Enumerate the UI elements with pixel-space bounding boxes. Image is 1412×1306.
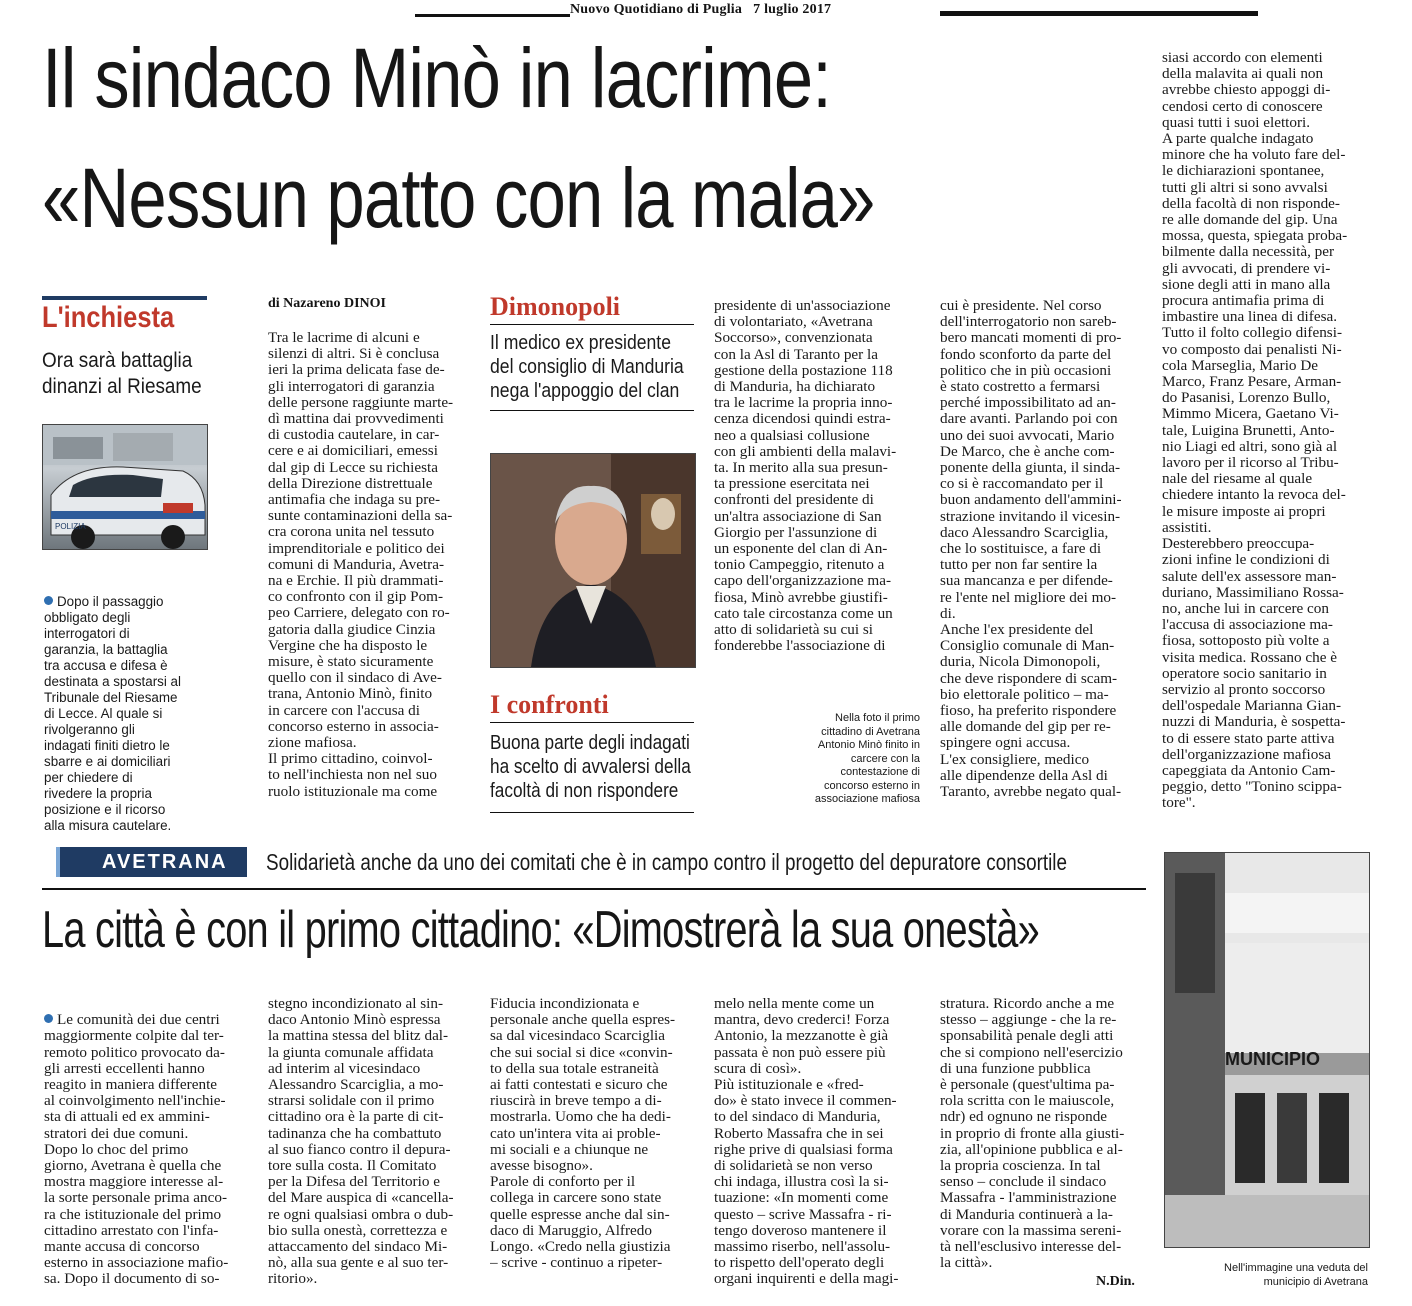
second-column-4: melo nella mente come un mantra, devo crederci! Forza Antonio, la mezzanotte è già passata è non può essere più scura di così». Più istituzionale e «fred- do» è stato invece il commen- to del sindaco di Manduria, Roberto Massafra che in sei righe prive di qualsiasi forma di solidarietà se non verso chi indaga, illustra così la si- tuazione: «In momenti come questo – scrive Massafra - ri- tengo doveroso mantenere il massimo riserbo, nell'assolu- to rispetto dell'operato degli organi inquirenti e della magi- (714, 996, 899, 1288)
confronti-rule-bottom (490, 812, 694, 813)
police-car-photo (42, 424, 208, 550)
town-tag-label: AVETRANA (102, 851, 228, 873)
second-subhead: Solidarietà anche da uno dei comitati che è in campo contro il progetto del depuratore consortile (266, 849, 1067, 875)
main-column-5: siasi accordo con elementi della malavita ai quali non avrebbe chiesto appoggi di- cendosi certo di conoscere quasi tutti i suoi elettori. A parte qualche indagato minore che ha voluto fare del- le dichiarazioni spontanee, tutti gli altri si sono avvalsi della facoltà di non risponde- re alle domande del gip. Una mossa, questa, spiegata proba- bilmente dalla necessità, per gli avvocati, di prendere vi- sione degli atti in mano alla procura antimafia prima di imbastire una linea di difesa. Tutto il folto collegio difensi- vo composto dai penalisti Ni- cola Marseglia, Mario De Marco, Franz Pesare, Arman- do Pasanisi, Lorenzo Bullo, Mimmo Micera, Gaetano Vi- tale, Luigina Brunetti, Anto- nio Liagi ed altri, sono già al lavoro per il ricorso al Tribu- nale del riesame al quale chiedere intanto la revoca del- le misure imposte ai propri assistiti. Desterebbero preoccupa- zioni infine le condizioni di salute dell'ex assessore man- duriano, Massimiliano Rossa- no, anche lui in carcere con l'accusa di associazione ma- fiosa, sottoposto più volte a visita medica. Rossano che è operatore socio sanitario in servizio al pronto soccorso dell'ospedale Marianna Gian- nuzzi di Manduria, è sospetta- to di essere stato parte attiva dell'organizzazione mafiosa capeggiata da Antonio Cam- peggio, detto "Tonino scippa- tore". (1162, 50, 1348, 812)
police-car-image (43, 425, 207, 549)
main-column-1: Tra le lacrime di alcuni e silenzi di altri. Si è conclusa ieri la prima delicata fase de- gli interrogatori di garanzia delle persone raggiunte marte- dì mattina dai provvedimenti di custodia cautelare, in car- cere e ai domiciliari, emessi dal gip di Lecce su richiesta della Direzione distrettuale antimafia che indaga su pre- sunte contaminazioni della sa- cra corona unita nel tessuto imprenditoriale e politico dei comuni di Manduria, Avetra- na e Erchie. Il più drammati- co confronto con il gip Pom- peo Carriere, delegato con ro- gatoria dalla giudice Cinzia Vergine che ha disposto le misure, è stato sicuramente quello con il sindaco di Ave- trana, Antonio Minò, finito in carcere con l'accusa di concorso esterno in associa- zione mafiosa. Il primo cittadino, coinvol- to nell'inchiesta non nel suo ruolo istituzionale ma come (268, 330, 454, 800)
signature: N.Din. (1096, 1274, 1135, 1289)
municipio-caption: Nell'immagine una veduta del municipio di Avetrana (1224, 1262, 1368, 1288)
second-column-2: stegno incondizionato al sin- daco Antonio Minò espressa la mattina stessa del blitz dal- la giunta comunale affidata ad interim al vicesindaco Alessandro Scarciglia, a mo- strarsi solidale con il primo cittadino ora è la parte di cit- tadinanza che ha combattuto al suo fianco contro il depura- tore sulla costa. Il Comitato per la Difesa del Territorio e del Mare auspica di «cancella- re ogni qualsiasi ombra o dub- bio sulla onestà, correttezza e attaccamento del sindaco Mi- nò, alla sua gente e al suo ter- ritorio». (268, 996, 454, 1288)
section-label: L'inchiesta (42, 301, 175, 334)
main-headline-line1: Il sindaco Minò in lacrime: (42, 31, 832, 125)
main-column-4: cui è presidente. Nel corso dell'interrogatorio non sareb- bero mancati momenti di pro- fondo sconforto da parte del politico che in più occasioni è stato costretto a fermarsi perché impossibilitato ad an- dare avanti. Parlando poi con uno dei suoi avvocati, Mario De Marco, che è anche com- ponente della giunta, il sinda- co si è raccomandato per il buon andamento dell'ammini- strazione invitando il vicesin- daco Alessandro Scarciglia, che lo sostituisce, a fare di tutto per non far sentire la sua mancanza e per difende- re l'ente nel migliore dei mo- di. Anche l'ex presidente del Consiglio comunale di Man- duria, Nicola Dimonopoli, che deve rispondere di scam- bio elettorale politico – ma- fioso, ha preferito rispondere alle domande del gip per re- spingere ogni accusa. L'ex consigliere, medico alle dipendenze della Asl di Taranto, avrebbe negato qual- (940, 298, 1122, 801)
municipio-sign: MUNICIPIO (1225, 1049, 1321, 1069)
section-deck: Ora sarà battaglia dinanzi al Riesame (42, 349, 202, 398)
confronti-deck: Buona parte degli indagati ha scelto di avvalersi della facoltà di non rispondere (490, 732, 691, 802)
second-column-1 (44, 996, 250, 1296)
second-column-5: stratura. Ricordo anche a me stesso – aggiunge - che la re- sponsabilità penale degli atti che si compiono nell'esercizio di una funzione pubblica è personale (quest'ultima pa- rola scritta con le maiuscole, ndr) ed ognuno ne risponde in proprio di fronte alla giusti- zia, all'opinione pubblica e al- la propria coscienza. In tal senso – conclude il sindaco Massafra - l'amministrazione di Manduria continuerà a la- vorare con la massima sereni- tà nell'esclusivo interesse del- la città». (940, 996, 1125, 1271)
municipio-photo (1164, 852, 1370, 1248)
bullet-icon (44, 1014, 53, 1023)
dimonopoli-rule-bottom (490, 410, 694, 411)
mayor-photo (490, 453, 696, 668)
masthead-rule (415, 14, 570, 17)
main-column-3: presidente di un'associazione di volontariato, «Avetrana Soccorso», convenzionata con la Asl di Taranto per la gestione della postazione 118 di Manduria, ha dichiarato tra le lacrime la propria inno- cenza dicendosi quindi estra- neo a qualsiasi collusione con gli ambienti della malavi- ta. In merito alla sua presun- ta pressione esercitata nei confronti del presidente di un'altra associazione di San Giorgio per l'assunzione di un esponente del clan di An- tonio Campeggio, ritenuto a capo dell'organizzazione ma- fiosa, Minò avrebbe giustifi- cato tale circostanza come un atto di solidarietà su cui si fonderebbe l'associazione di (714, 298, 897, 655)
second-rule (42, 888, 1146, 890)
second-column-3: Fiducia incondizionata e personale anche quella espres- sa dal vicesindaco Scarciglia che sui social si dice «convin- to della sua totale estraneità ai fatti contestati e sicuro che riuscirà in breve tempo a di- mostrarla. Uomo che ha dedi- cato un'intera vita ai proble- mi sociali e a chiunque ne avesse bisogno». Parole di conforto per il collega in carcere sono state quelle espresse anche dal sin- daco di Maruggio, Alfredo Longo. «Credo nella giustizia – scrive - continuo a ripeter- (490, 996, 676, 1272)
municipio-image (1165, 853, 1369, 1247)
police-caption (44, 578, 219, 834)
masthead-rule-right (940, 11, 1258, 16)
masthead: Nuovo Quotidiano di Puglia 7 luglio 2017 (570, 2, 832, 17)
confronti-kicker: I confronti (490, 690, 609, 719)
police-caption-text: Dopo il passaggio obbligato degli interrogatori di garanzia, la battaglia tra accusa e difesa è destinata a spostarsi al Tribunale del Riesame di Lecce. Al quale si rivolgeranno gli indagati finiti dietro le sbarre e ai domiciliari per chiedere di rivedere la propria posizione e il ricorso alla misura cautelare. (44, 594, 181, 833)
dimonopoli-kicker: Dimonopoli (490, 292, 621, 321)
confronti-rule (490, 722, 694, 723)
byline: di Nazareno DINOI (268, 296, 386, 311)
bullet-icon (44, 596, 53, 605)
police-car-label: POLIZIA (55, 522, 86, 531)
main-headline-line2: «Nessun patto con la mala» (42, 151, 875, 245)
mayor-portrait (491, 454, 695, 667)
second-column-1-text: Le comunità dei due centri maggiormente colpite dal ter- remoto politico provocato da- gli arresti eccellenti hanno reagito in maniera differente al coinvolgimento nell'inchie- sta di attuali ed ex ammini- stratori dei due comuni. Dopo lo choc del primo giorno, Avetrana è quella che mostra maggiore interesse al- la sorte personale prima anco- ra che istituzionale del primo cittadino arrestato con l'infa- mante accusa di concorso esterno in associazione mafio- sa. Dopo il documento di so- (44, 1011, 229, 1288)
dimonopoli-deck: Il medico ex presidente del consiglio di Manduria nega l'appoggio del clan (490, 332, 684, 402)
mayor-photo-caption: Nella foto il primo cittadino di Avetrana Antonio Minò finito in carcere con la contestazione di concorso esterno in associazione mafiosa (814, 712, 920, 805)
dimonopoli-rule (490, 324, 694, 325)
town-tag (42, 847, 247, 877)
second-headline: La città è con il primo cittadino: «Dimostrerà la sua onestà» (42, 901, 1039, 959)
